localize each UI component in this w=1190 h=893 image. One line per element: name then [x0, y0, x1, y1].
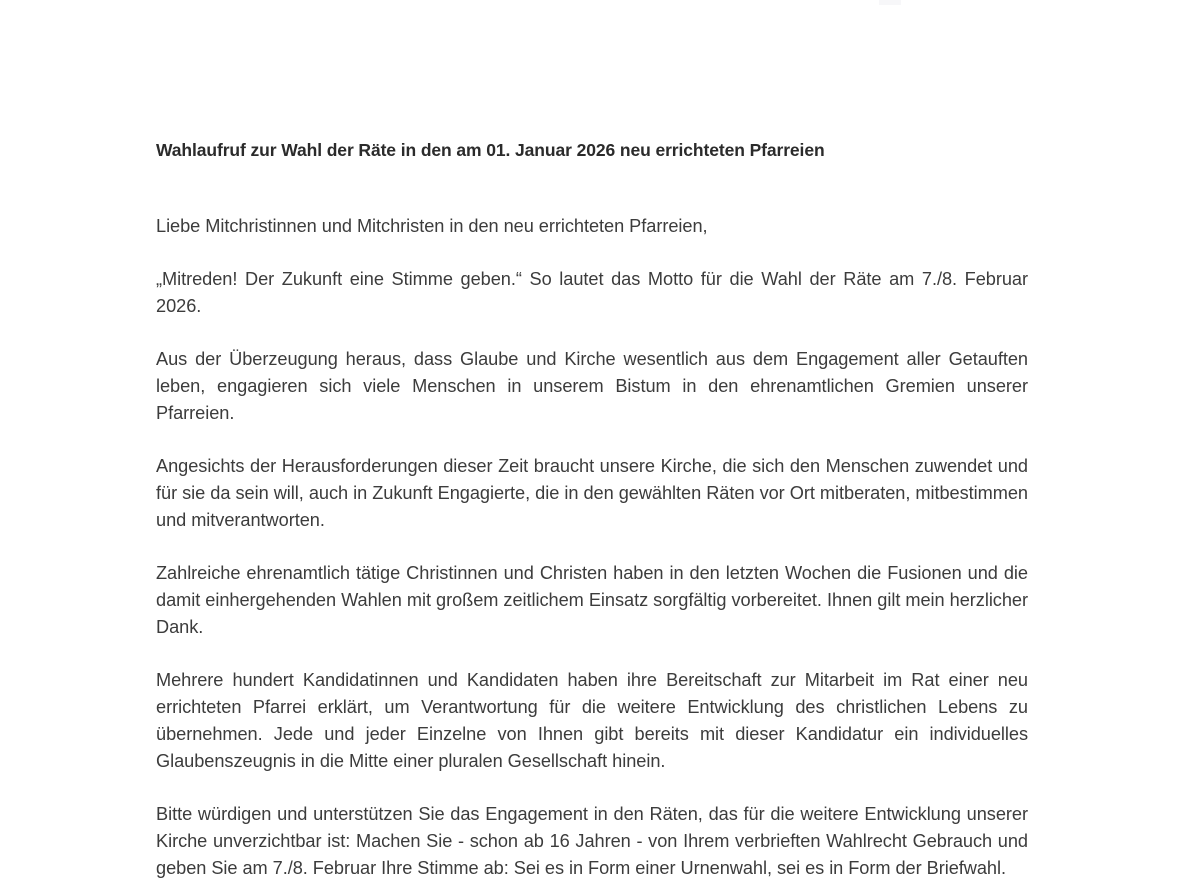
- paragraph-candidates: Mehrere hundert Kandidatinnen und Kandidaten haben ihre Bereitschaft zur Mitarbeit im Rat einer neu errichteten Pfarrei erklärt, um Verantwortung für die weitere Entwicklung des christlichen Lebens zu übernehmen. Jede und jeder Einzelne von Ihnen gibt bereits mit dieser Kandidatur ein individuelles Glaubenszeugnis in die Mitte einer pluralen Gesellschaft hinein.: [156, 670, 1028, 771]
- spacer: [156, 775, 1028, 801]
- spacer: [156, 427, 1028, 453]
- spacer: [156, 534, 1028, 560]
- paragraph-conviction: Aus der Überzeugung heraus, dass Glaube und Kirche wesentlich aus dem Engagement aller Getauften leben, engagieren sich viele Menschen in unserem Bistum in den ehrenamtlichen Gremien unserer Pfarreien.: [156, 349, 1028, 423]
- spacer: [156, 240, 1028, 266]
- paragraph-motto: „Mitreden! Der Zukunft eine Stimme geben.“ So lautet das Motto für die Wahl der Räte am 7./8. Februar 2026.: [156, 269, 1028, 316]
- document-body: [156, 0, 1028, 882]
- spacer: [156, 641, 1028, 667]
- spacer: [156, 161, 1028, 213]
- paragraph-thanks: Zahlreiche ehrenamtlich tätige Christinnen und Christen haben in den letzten Wochen die Fusionen und die damit einhergehenden Wahlen mit großem zeitlichem Einsatz sorgfältig vorbereitet. Ihnen gilt mein herzlicher Dank.: [156, 563, 1028, 637]
- paragraph-challenges: Angesichts der Herausforderungen dieser Zeit braucht unsere Kirche, die sich den Menschen zuwendet und für sie da sein will, auch in Zukunft Engagierte, die in den gewählten Räten vor Ort mitberaten, mitbestimmen und mitverantworten.: [156, 456, 1028, 530]
- page-title: Wahlaufruf zur Wahl der Räte in den am 01. Januar 2026 neu errichteten Pfarreien: [156, 140, 825, 160]
- paragraph-salutation: Liebe Mitchristinnen und Mitchristen in den neu errichteten Pfarreien,: [156, 216, 708, 236]
- spacer: [156, 320, 1028, 346]
- paragraph-appeal: Bitte würdigen und unterstützen Sie das Engagement in den Räten, das für die weitere Entwicklung unserer Kirche unverzichtbar ist: Machen Sie - schon ab 16 Jahren - von Ihrem verbrieften Wahlrecht Gebrauch und geben Sie am 7./8. Februar Ihre Stimme ab: Sei es in Form einer Urnenwahl, sei es in Form der Briefwahl.: [156, 804, 1028, 878]
